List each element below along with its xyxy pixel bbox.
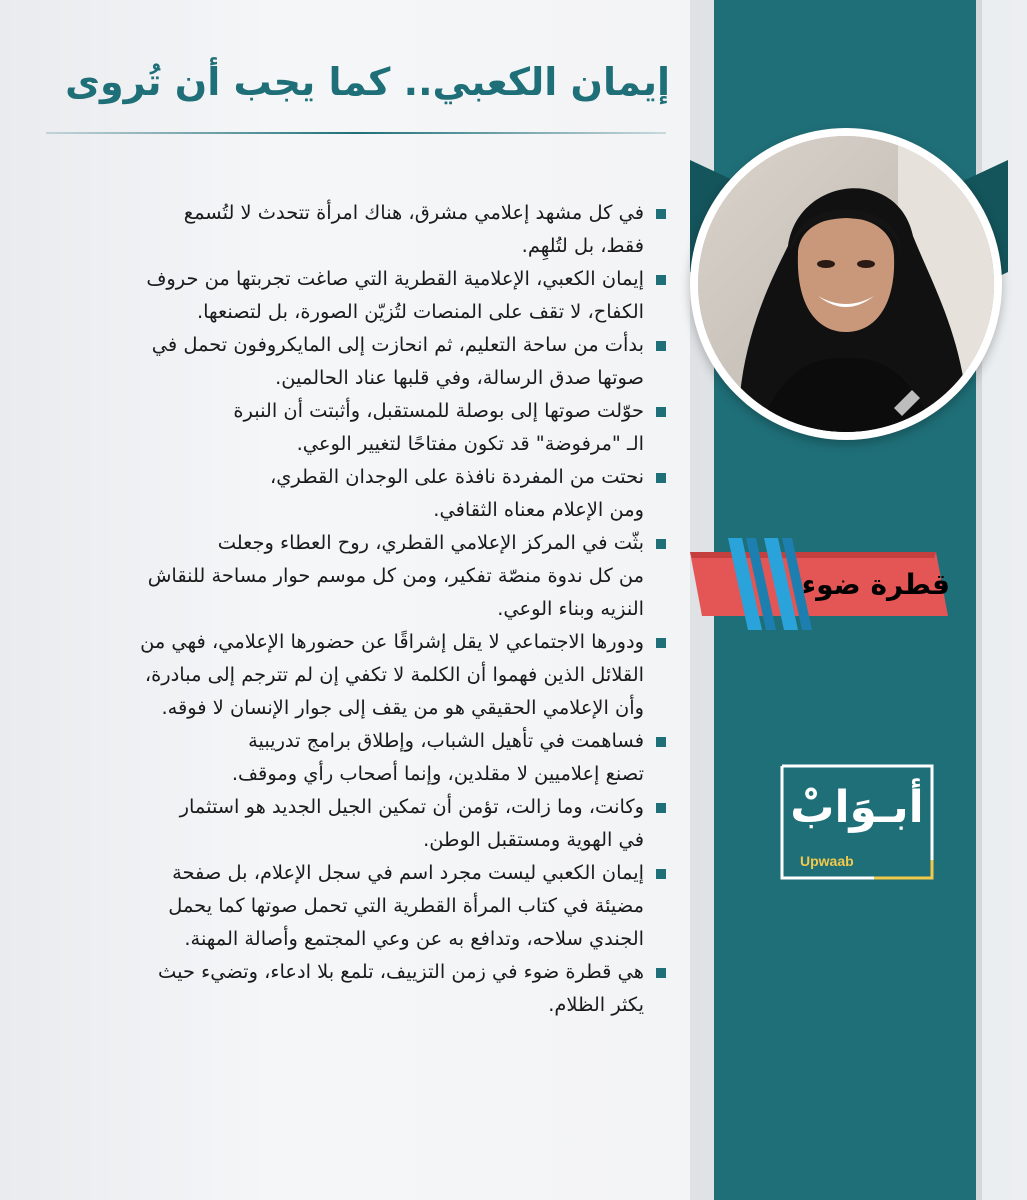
bullet-item bbox=[30, 526, 670, 625]
bullet-square-icon bbox=[656, 407, 666, 417]
bullet-text bbox=[30, 790, 644, 856]
bullet-line: فساهمت في تأهيل الشباب، وإطلاق برامج تدريبية bbox=[248, 729, 644, 752]
bullet-line: فقط، بل لتُلهِم. bbox=[521, 234, 644, 257]
bullet-line: بثّت في المركز الإعلامي القطري، روح العطاء وجعلت bbox=[217, 531, 644, 554]
bullet-list bbox=[30, 196, 670, 1021]
bullet-square-icon bbox=[656, 968, 666, 978]
bullet-line: هي قطرة ضوء في زمن التزييف، تلمع بلا ادعاء، وتضيء حيث bbox=[158, 960, 644, 983]
bullet-line: القلائل الذين فهموا أن الكلمة لا تكفي إن لم تترجم إلى مبادرة، bbox=[144, 663, 644, 686]
badge-shade bbox=[690, 552, 936, 558]
bullet-line: إيمان الكعبي ليست مجرد اسم في سجل الإعلام، بل صفحة bbox=[172, 861, 644, 884]
bullet-line: إيمان الكعبي، الإعلامية القطرية التي صاغت تجربتها من حروف bbox=[146, 267, 644, 290]
bullet-line: نحتت من المفردة نافذة على الوجدان القطري، bbox=[269, 465, 644, 488]
logo-arabic-wordmark: أبـوَابْ bbox=[790, 782, 924, 833]
bullet-line: الجندي سلاحه، وتدافع به عن وعي المجتمع وأصالة المهنة. bbox=[184, 927, 644, 950]
bullet-item bbox=[30, 328, 670, 394]
bullet-text bbox=[30, 526, 644, 625]
bullet-square-icon bbox=[656, 341, 666, 351]
portrait-photo bbox=[698, 136, 994, 432]
bullet-item bbox=[30, 790, 670, 856]
bullet-item bbox=[30, 394, 670, 460]
bullet-square-icon bbox=[656, 803, 666, 813]
bullet-line: الكفاح، لا تقف على المنصات لتُزيّن الصورة، بل لتصنعها. bbox=[196, 300, 644, 323]
bullet-line: وكانت، وما زالت، تؤمن أن تمكين الجيل الجديد هو استثمار bbox=[179, 795, 644, 818]
bullet-line: صوتها صدق الرسالة، وفي قلبها عناد الحالمين. bbox=[275, 366, 644, 389]
bullet-line: حوّلت صوتها إلى بوصلة للمستقبل، وأثبتت أن النبرة bbox=[233, 399, 644, 422]
bullet-item bbox=[30, 262, 670, 328]
bullet-line: وأن الإعلامي الحقيقي هو من يقف إلى جوار الإنسان لا فوقه. bbox=[161, 696, 644, 719]
bullet-line: ودورها الاجتماعي لا يقل إشراقًا عن حضورها الإعلامي، فهي من bbox=[140, 630, 644, 653]
bullet-text bbox=[30, 394, 644, 460]
bullet-item bbox=[30, 196, 670, 262]
bullet-square-icon bbox=[656, 473, 666, 483]
bullet-line: النزيه وبناء الوعي. bbox=[497, 597, 644, 620]
bullet-item bbox=[30, 856, 670, 955]
page-title: إيمان الكعبي.. كما يجب أن تُروى bbox=[65, 60, 670, 104]
bullet-square-icon bbox=[656, 737, 666, 747]
bullet-text bbox=[30, 262, 644, 328]
portrait-illustration bbox=[698, 136, 994, 432]
bullet-item bbox=[30, 955, 670, 1021]
bullet-line: في الهوية ومستقبل الوطن. bbox=[423, 828, 644, 851]
bullet-text bbox=[30, 196, 644, 262]
bullet-square-icon bbox=[656, 209, 666, 219]
bullet-text bbox=[30, 460, 644, 526]
bullet-item bbox=[30, 625, 670, 724]
bullet-item bbox=[30, 724, 670, 790]
bullet-line: تصنع إعلاميين لا مقلدين، وإنما أصحاب رأي وموقف. bbox=[231, 762, 644, 785]
bullet-line: يكثر الظلام. bbox=[548, 993, 644, 1016]
title-divider bbox=[46, 132, 666, 134]
bullet-text bbox=[30, 724, 644, 790]
bullet-square-icon bbox=[656, 869, 666, 879]
bullet-line: مضيئة في كتاب المرأة القطرية التي تحمل صوتها كما يحمل bbox=[168, 894, 644, 917]
bullet-line: في كل مشهد إعلامي مشرق، هناك امرأة تتحدث لا لتُسمع bbox=[183, 201, 644, 224]
bullet-text bbox=[30, 955, 644, 1021]
bullet-text bbox=[30, 328, 644, 394]
bullet-item bbox=[30, 460, 670, 526]
bullet-line: بدأت من ساحة التعليم، ثم انحازت إلى المايكروفون تحمل في bbox=[151, 333, 644, 356]
badge-label: قطرة ضوء bbox=[801, 568, 950, 601]
bullet-line: ومن الإعلام معناه الثقافي. bbox=[433, 498, 644, 521]
bullet-text bbox=[30, 625, 644, 724]
logo-latin-wordmark: Upwaab bbox=[800, 853, 854, 869]
bullet-line: الـ "مرفوضة" قد تكون مفتاحًا لتغيير الوعي. bbox=[296, 432, 644, 455]
bullet-text bbox=[30, 856, 644, 955]
bullet-square-icon bbox=[656, 539, 666, 549]
bullet-square-icon bbox=[656, 275, 666, 285]
bullet-line: من كل ندوة منصّة تفكير، ومن كل موسم حوار مساحة للنقاش bbox=[147, 564, 644, 587]
bullet-square-icon bbox=[656, 638, 666, 648]
